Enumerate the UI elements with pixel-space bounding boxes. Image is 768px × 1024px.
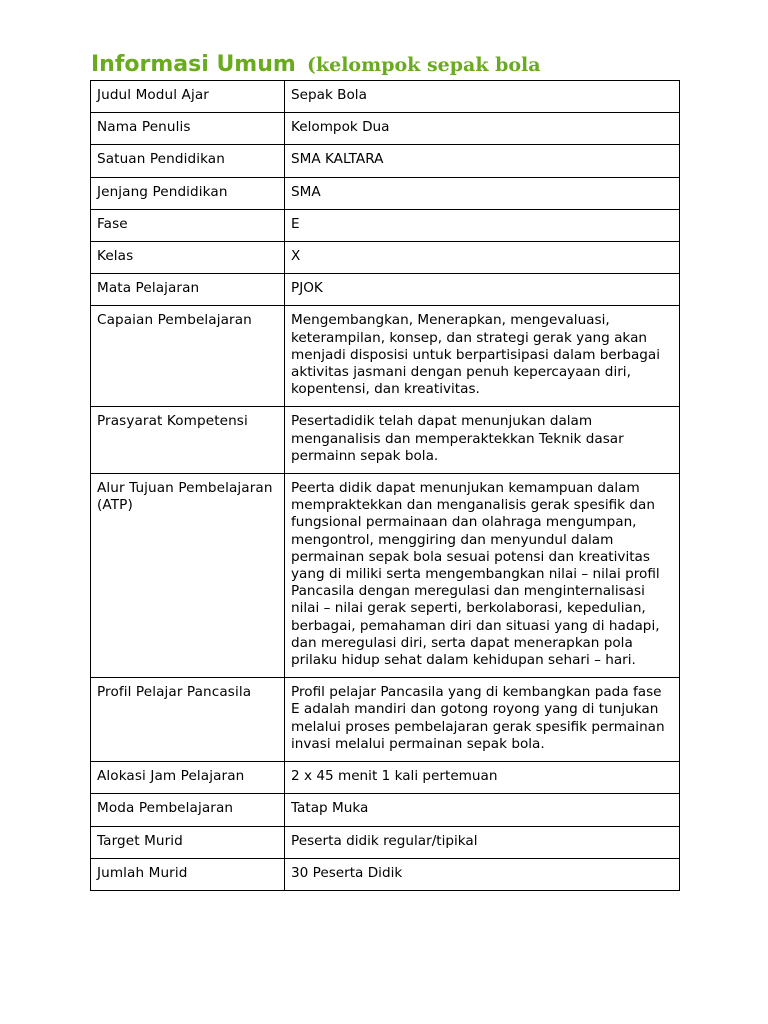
table-row (91, 242, 680, 274)
table-row (91, 145, 680, 177)
title-main: Informasi Umum (91, 52, 296, 77)
row-value: 30 Peserta Didik (285, 858, 680, 890)
table-row (91, 209, 680, 241)
table-row (91, 678, 680, 762)
row-value: Peerta didik dapat menunjukan kemampuan dalam mempraktekkan dan menganalisis gerak spesifik dan fungsional permainaan dan olahraga mengumpan, mengontrol, menggiring dan menyundul dalam permainan sepak bola sesuai potensi dan kreativitas yang di miliki serta mengembangkan nilai – nilai profil Pancasila dengan meregulasi dan menginternalisasi nilai – nilai gerak seperti, berkolaborasi, kepedulian, berbagai, pemahaman diri dan situasi yang di hadapi, dan meregulasi diri, serta dapat menerapkan pola prilaku hidup sehat dalam kehidupan sehari – hari. (285, 474, 680, 678)
table-row (91, 826, 680, 858)
row-label: Judul Modul Ajar (91, 81, 285, 113)
row-value: SMA KALTARA (285, 145, 680, 177)
table-row (91, 858, 680, 890)
table-row (91, 306, 680, 407)
row-value: Peserta didik regular/tipikal (285, 826, 680, 858)
row-value: Pesertadidik telah dapat menunjukan dalam menganalisis dan memperaktekkan Teknik dasar permainn sepak bola. (285, 407, 680, 474)
row-value: Sepak Bola (285, 81, 680, 113)
row-label: Kelas (91, 242, 285, 274)
row-value: Mengembangkan, Menerapkan, mengevaluasi, keterampilan, konsep, dan strategi gerak yang akan menjadi disposisi untuk berpartisipasi dalam berbagai aktivitas jasmani dengan penuh kepercayaan diri, kopentensi, dan kreativitas. (285, 306, 680, 407)
row-value: 2 x 45 menit 1 kali pertemuan (285, 762, 680, 794)
table-row (91, 474, 680, 678)
row-value: PJOK (285, 274, 680, 306)
table-row (91, 81, 680, 113)
table-row (91, 794, 680, 826)
table-row (91, 762, 680, 794)
row-label: Capaian Pembelajaran (91, 306, 285, 407)
general-info-table (90, 80, 680, 891)
table-row (91, 407, 680, 474)
row-label: Profil Pelajar Pancasila (91, 678, 285, 762)
title-subtitle: (kelompok sepak bola (306, 54, 541, 76)
row-label: Target Murid (91, 826, 285, 858)
row-label: Satuan Pendidikan (91, 145, 285, 177)
row-label: Alur Tujuan Pembelajaran (ATP) (91, 474, 285, 678)
row-label: Alokasi Jam Pelajaran (91, 762, 285, 794)
table-row (91, 177, 680, 209)
row-label: Jumlah Murid (91, 858, 285, 890)
row-value: SMA (285, 177, 680, 209)
row-label: Mata Pelajaran (91, 274, 285, 306)
row-value: Tatap Muka (285, 794, 680, 826)
row-value: E (285, 209, 680, 241)
row-value: Kelompok Dua (285, 113, 680, 145)
row-label: Fase (91, 209, 285, 241)
row-label: Nama Penulis (91, 113, 285, 145)
row-value: Profil pelajar Pancasila yang di kembangkan pada fase E adalah mandiri dan gotong royong yang di tunjukan melalui proses pembelajaran gerak spesifik permainan invasi melalui permainan sepak bola. (285, 678, 680, 762)
row-label: Prasyarat Kompetensi (91, 407, 285, 474)
row-label: Jenjang Pendidikan (91, 177, 285, 209)
document-title (91, 44, 541, 76)
row-value: X (285, 242, 680, 274)
row-label: Moda Pembelajaran (91, 794, 285, 826)
table-row (91, 274, 680, 306)
table-row (91, 113, 680, 145)
